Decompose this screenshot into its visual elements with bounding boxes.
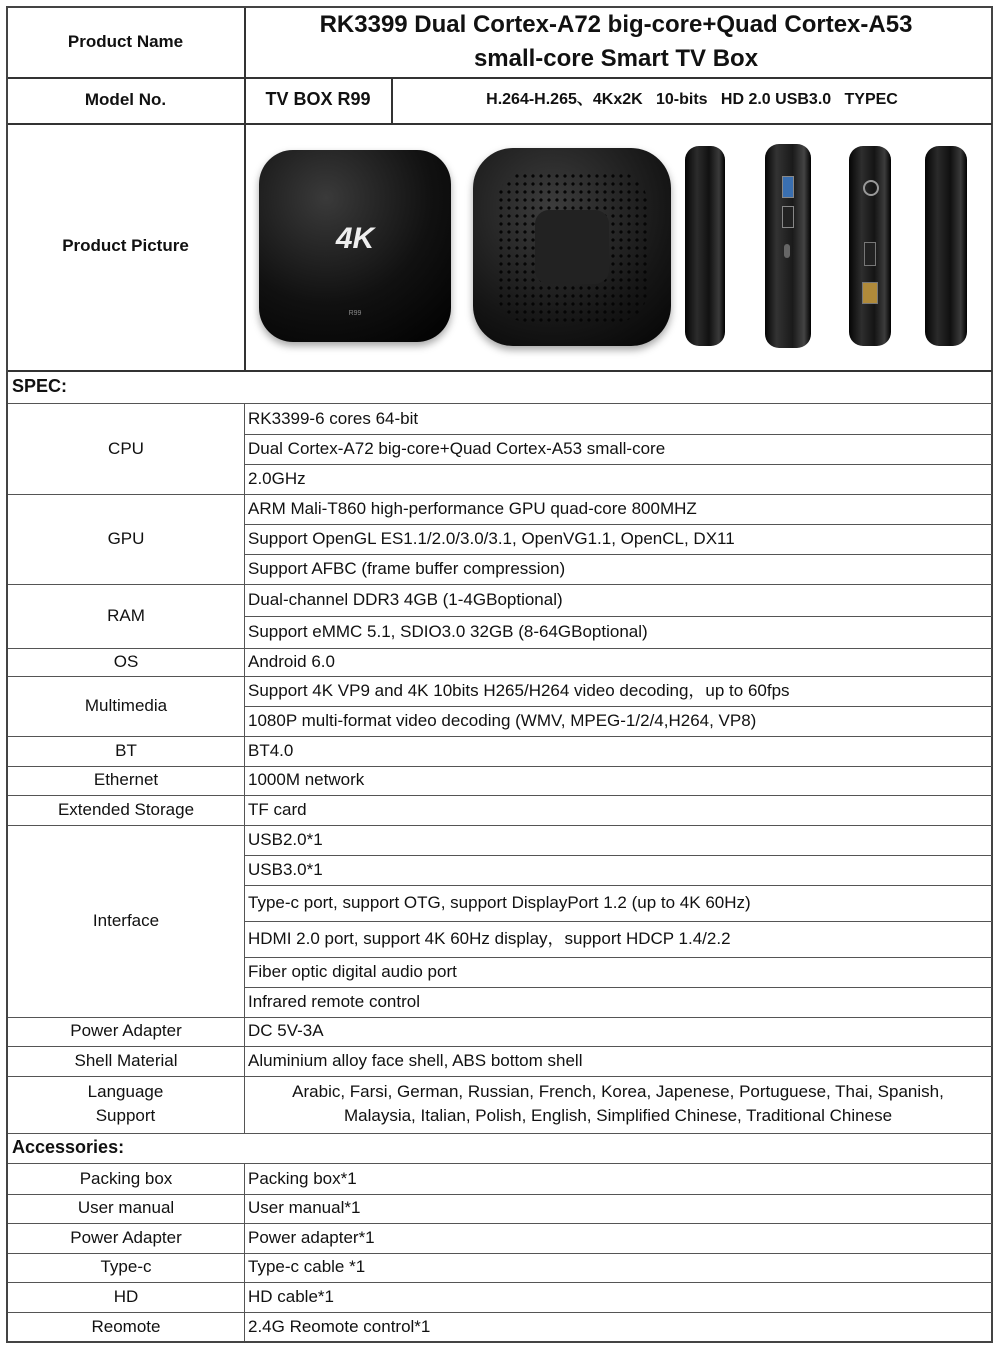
tv-box-side-view-2 bbox=[765, 144, 811, 348]
grid-line bbox=[244, 957, 992, 958]
grid-line bbox=[244, 885, 992, 886]
spec-label-gpu: GPU bbox=[107, 528, 145, 548]
grid-line bbox=[8, 77, 992, 79]
spec-value-interface: HDMI 2.0 port, support 4K 60Hz display，support HDCP 1.4/2.2 bbox=[248, 928, 731, 948]
grid-line bbox=[244, 987, 992, 988]
spec-value-shell-material: Aluminium alloy face shell, ABS bottom shell bbox=[248, 1050, 583, 1070]
grid-line bbox=[244, 434, 992, 435]
grid-line bbox=[244, 1163, 245, 1341]
grid-line bbox=[8, 1076, 992, 1077]
model-label: Model No. bbox=[84, 89, 167, 109]
spec-label-os: OS bbox=[113, 651, 139, 671]
language-value bbox=[245, 1076, 991, 1132]
spec-value-os: Android 6.0 bbox=[248, 651, 335, 671]
spec-value-ethernet: 1000M network bbox=[248, 770, 365, 790]
accessory-label-user-manual: User manual bbox=[77, 1198, 175, 1218]
grid-line bbox=[8, 766, 992, 767]
accessories-section-title: Accessories: bbox=[12, 1137, 125, 1158]
grid-line bbox=[8, 1282, 992, 1283]
accessory-value-hd: HD cable*1 bbox=[248, 1286, 334, 1306]
hdmi-port-icon bbox=[864, 242, 876, 266]
language-label bbox=[8, 1076, 243, 1132]
grid-line bbox=[244, 464, 992, 465]
ethernet-port-icon bbox=[862, 282, 878, 304]
spec-value-interface: Fiber optic digital audio port bbox=[248, 961, 457, 981]
grid-line bbox=[8, 1133, 992, 1134]
model-value: TV BOX R99 bbox=[265, 89, 371, 110]
grid-line bbox=[8, 403, 992, 404]
spec-value-ram: Support eMMC 5.1, SDIO3.0 32GB (8-64GBoptional) bbox=[248, 621, 648, 641]
grid-line bbox=[8, 1017, 992, 1018]
grid-line bbox=[8, 736, 992, 737]
grid-line bbox=[244, 706, 992, 707]
grid-line bbox=[244, 616, 992, 617]
accessory-value-packing-box: Packing box*1 bbox=[248, 1168, 357, 1188]
accessory-label-packing-box: Packing box bbox=[79, 1168, 173, 1188]
accessory-value-power-adapter: Power adapter*1 bbox=[248, 1227, 375, 1247]
tv-box-side-view-4 bbox=[925, 146, 967, 346]
grid-line bbox=[8, 1312, 992, 1313]
spec-value-interface: USB2.0*1 bbox=[248, 829, 323, 849]
spec-value-gpu: Support AFBC (frame buffer compression) bbox=[248, 558, 566, 578]
grid-line bbox=[244, 8, 246, 370]
spec-value-gpu: ARM Mali-T860 high-performance GPU quad-core 800MHZ bbox=[248, 498, 697, 518]
grid-line bbox=[8, 123, 992, 125]
spec-label-multimedia: Multimedia bbox=[84, 695, 168, 715]
grid-line bbox=[244, 921, 992, 922]
grid-line bbox=[8, 584, 992, 585]
spec-value-multimedia: Support 4K VP9 and 4K 10bits H265/H264 video decoding，up to 60fps bbox=[248, 680, 790, 700]
spec-value-power-adapter: DC 5V-3A bbox=[248, 1021, 324, 1041]
grid-line bbox=[8, 825, 992, 826]
spec-label-shell-material: Shell Material bbox=[74, 1050, 178, 1070]
spec-label-cpu: CPU bbox=[108, 438, 144, 458]
spec-label-interface: Interface bbox=[92, 910, 160, 930]
spec-value-interface: Type-c port, support OTG, support DisplayPort 1.2 (up to 4K 60Hz) bbox=[248, 892, 751, 912]
accessory-label-reomote: Reomote bbox=[91, 1316, 161, 1336]
grid-line bbox=[8, 370, 992, 372]
spec-value-interface: USB3.0*1 bbox=[248, 859, 323, 879]
spec-label-bt: BT bbox=[115, 740, 137, 760]
spec-label-ram: RAM bbox=[107, 605, 145, 625]
grid-line bbox=[391, 78, 393, 123]
model-features: H.264-H.265、4Kx2K 10-bits HD 2.0 USB3.0 TYPEC bbox=[486, 91, 898, 109]
spec-value-ram: Dual-channel DDR3 4GB (1-4GBoptional) bbox=[248, 589, 563, 609]
spec-value-gpu: Support OpenGL ES1.1/2.0/3.0/3.1, OpenVG1.1, OpenCL, DX11 bbox=[248, 528, 735, 548]
tv-box-top-view bbox=[259, 150, 451, 342]
spec-value-extended-storage: TF card bbox=[248, 799, 307, 819]
product-picture bbox=[245, 124, 991, 369]
box-model-mark: R99 bbox=[348, 310, 362, 317]
spec-value-multimedia: 1080P multi-format video decoding (WMV, MPEG-1/2/4,H264, VP8) bbox=[248, 710, 757, 730]
spec-value-cpu: Dual Cortex-A72 big-core+Quad Cortex-A53 small-core bbox=[248, 438, 666, 458]
language-label-line2: Support bbox=[95, 1106, 156, 1125]
spec-label-extended-storage: Extended Storage bbox=[57, 799, 195, 819]
product-name-label: Product Name bbox=[67, 31, 184, 51]
tv-box-bottom-view bbox=[473, 148, 671, 346]
accessory-value-type-c: Type-c cable *1 bbox=[248, 1257, 366, 1277]
language-value-line1: Arabic, Farsi, German, Russian, French, Korea, Japenese, Portuguese, Thai, Spanish, bbox=[292, 1082, 944, 1102]
grid-line bbox=[244, 524, 992, 525]
grid-line bbox=[8, 676, 992, 677]
grid-line bbox=[8, 1253, 992, 1254]
spec-label-power-adapter: Power Adapter bbox=[70, 1021, 182, 1041]
box-logo: 4K bbox=[335, 222, 375, 255]
grid-line bbox=[244, 554, 992, 555]
usb-port-icon bbox=[782, 206, 794, 228]
spec-label-ethernet: Ethernet bbox=[93, 770, 159, 790]
type-c-port-icon bbox=[784, 244, 790, 258]
grid-line bbox=[8, 1194, 992, 1195]
grid-line bbox=[8, 1163, 992, 1164]
grid-line bbox=[8, 1223, 992, 1224]
accessory-value-user-manual: User manual*1 bbox=[248, 1198, 361, 1218]
grid-line bbox=[8, 494, 992, 495]
tv-box-side-view-3 bbox=[849, 146, 891, 346]
grid-line bbox=[8, 648, 992, 649]
spec-value-bt: BT4.0 bbox=[248, 740, 294, 760]
tv-box-side-view-1 bbox=[685, 146, 725, 346]
accessory-label-hd: HD bbox=[113, 1286, 139, 1306]
product-picture-label: Product Picture bbox=[62, 236, 189, 256]
language-value-line2: Malaysia, Italian, Polish, English, Simplified Chinese, Traditional Chinese bbox=[343, 1106, 893, 1125]
spec-section-title: SPEC: bbox=[12, 376, 68, 397]
spec-value-interface: Infrared remote control bbox=[248, 991, 420, 1011]
accessory-value-reomote: 2.4G Reomote control*1 bbox=[248, 1316, 431, 1336]
grid-line bbox=[8, 795, 992, 796]
spec-value-cpu: RK3399-6 cores 64-bit bbox=[248, 408, 419, 428]
product-name-value: RK3399 Dual Cortex-A72 big-core+Quad Cortex-A53 small-core Smart TV Box bbox=[319, 11, 913, 72]
accessory-label-power-adapter: Power Adapter bbox=[70, 1227, 182, 1247]
grid-line bbox=[8, 1046, 992, 1047]
grid-line bbox=[244, 403, 245, 1133]
spec-value-cpu: 2.0GHz bbox=[248, 468, 306, 488]
language-label-line1: Language bbox=[87, 1082, 164, 1102]
usb-port-icon bbox=[782, 176, 794, 198]
accessory-label-type-c: Type-c bbox=[100, 1257, 152, 1277]
power-port-icon bbox=[863, 180, 879, 196]
grid-line bbox=[244, 855, 992, 856]
